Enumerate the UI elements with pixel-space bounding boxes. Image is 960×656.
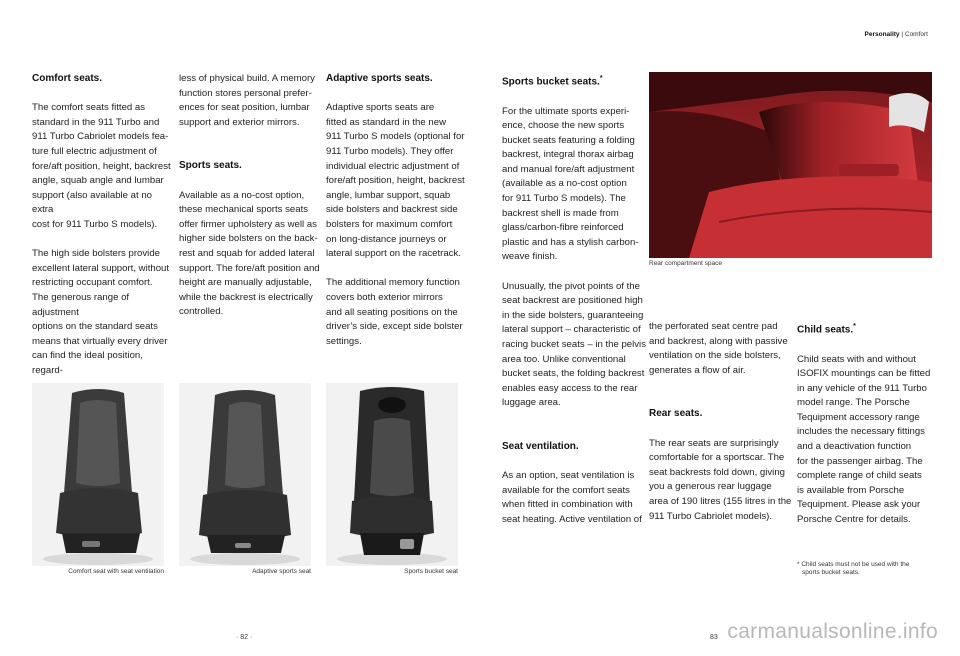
page-number-left: · 82 · xyxy=(236,634,253,641)
text-line: and all seating positions on the xyxy=(326,306,458,318)
text-line: bucket seats, the folding backrest xyxy=(502,368,645,380)
text-line: in the side bolsters, guaranteeing xyxy=(502,309,644,321)
adaptive-sports-seat-photo xyxy=(179,383,311,566)
text-line: lateral support – characteristic of xyxy=(502,324,641,336)
text-line: includes the necessary fittings xyxy=(797,426,925,438)
text-line: support (also available at no extra xyxy=(32,189,152,216)
text-line: for 911 Turbo S models). The xyxy=(502,193,626,205)
text-line: and backrest, along with passive xyxy=(649,335,788,347)
column-sports-bucket-seats xyxy=(502,72,646,528)
heading-rear-seats: Rear seats. xyxy=(649,408,703,420)
text-line: individual electric adjustment of xyxy=(326,160,460,172)
page-number-right: 83 xyxy=(710,634,718,641)
text-line: you a generous rear luggage xyxy=(649,481,772,493)
paragraph-child-seats xyxy=(797,353,932,528)
text-line: settings. xyxy=(326,335,362,347)
text-line: 911 Turbo S models (optional for xyxy=(326,131,465,143)
text-line: plastic and has a stylish carbon- xyxy=(502,236,639,248)
text-line: luggage area. xyxy=(502,397,561,409)
column-rear-seats xyxy=(649,320,793,524)
text-line: rest and squab for added lateral xyxy=(179,247,315,259)
text-line: ence, choose the new sports xyxy=(502,120,625,132)
text-line: The rear seats are surprisingly xyxy=(649,437,779,449)
text-line: means that virtually every driver xyxy=(32,335,168,347)
paragraph-bucket-1 xyxy=(502,105,646,266)
text-line: seat backrests fold down, giving xyxy=(649,466,785,478)
sports-bucket-seat-photo xyxy=(326,383,458,566)
text-line: side bolsters and backrest side xyxy=(326,204,458,216)
footnote-line-1: * Child seats must not be used with the xyxy=(797,561,910,568)
text-line: restricting occupant comfort. xyxy=(32,277,153,289)
heading-sports-seats: Sports seats. xyxy=(179,160,242,172)
text-line: controlled. xyxy=(179,306,224,318)
text-line: cost for 911 Turbo S models). xyxy=(32,218,158,230)
column-adaptive-sports-seats xyxy=(326,72,468,349)
text-line: when fitted in combination with xyxy=(502,499,633,511)
text-line: for the passenger airbag. The xyxy=(797,455,923,467)
text-line: generates a flow of air. xyxy=(649,364,746,376)
text-line: excellent lateral support, without xyxy=(32,262,170,274)
text-line: backrest, integral thorax airbag xyxy=(502,149,634,161)
text-line: fitted as standard in the new xyxy=(326,116,446,128)
paragraph-adaptive-2 xyxy=(326,276,468,349)
text-line: Tequipment accessory range xyxy=(797,411,920,423)
text-line: backrest shell is made from xyxy=(502,207,619,219)
text-line: while the backrest is electrically xyxy=(179,291,313,303)
text-line: area too. Unlike conventional xyxy=(502,353,626,365)
text-line: bolsters for maximum comfort xyxy=(326,218,453,230)
caption-bucket-seat: Sports bucket seat xyxy=(404,568,458,575)
text-line: can find the ideal position, regard- xyxy=(32,350,143,376)
paragraph-comfort-1 xyxy=(32,101,174,232)
heading-comfort-seats: Comfort seats. xyxy=(32,73,103,84)
caption-rear-compartment: Rear compartment space xyxy=(649,260,722,267)
text-line: height are manually adjustable, xyxy=(179,277,312,289)
text-line: ences for seat position, lumbar xyxy=(179,102,310,114)
text-line: options on the standard seats xyxy=(32,321,158,333)
paragraph-ventilation-2 xyxy=(649,320,793,378)
text-line: is available from Porsche xyxy=(797,484,905,496)
text-line: The high side bolsters provide xyxy=(32,248,160,260)
text-line: The additional memory function xyxy=(326,277,460,289)
text-line: and a deactivation function xyxy=(797,441,912,453)
text-line: ventilation on the side bolsters, xyxy=(649,350,781,362)
text-line: (available as a no-cost option xyxy=(502,178,627,190)
text-line: support. The fore/aft position and xyxy=(179,262,320,274)
text-line: model range. The Porsche xyxy=(797,397,910,409)
text-line: Adaptive sports seats are xyxy=(326,102,435,114)
text-line: lateral support on the racetrack. xyxy=(326,248,461,260)
paragraph-bucket-2 xyxy=(502,280,646,411)
text-line: As an option, seat ventilation is xyxy=(502,470,635,482)
text-line: Child seats with and without xyxy=(797,353,916,365)
text-line: these mechanical sports seats xyxy=(179,204,309,216)
text-line: 911 Turbo Cabriolet models fea- xyxy=(32,131,169,143)
header-topic: Comfort xyxy=(904,31,928,38)
footnote-mark: * xyxy=(853,323,856,330)
text-line: offer firmer upholstery as well as xyxy=(179,218,317,230)
header-section: Personality xyxy=(864,31,900,38)
text-line: Unusually, the pivot points of the xyxy=(502,280,640,292)
text-line: bucket seats featuring a folding xyxy=(502,134,635,146)
caption-comfort-seat: Comfort seat with seat ventilation xyxy=(68,568,164,575)
text-line: covers both exterior mirrors xyxy=(326,291,443,303)
text-line: ISOFIX mountings can be fitted xyxy=(797,368,931,380)
heading-child-seats: Child seats.* xyxy=(797,323,856,336)
text-line: on long-distance journeys or xyxy=(326,233,447,245)
text-line: ture full electric adjustment of xyxy=(32,145,157,157)
footnote xyxy=(797,561,937,576)
text-line: comfortable for a sportscar. The xyxy=(649,452,785,464)
paragraph-sports-seats xyxy=(179,189,321,320)
paragraph-adaptive-1 xyxy=(326,101,468,262)
rear-compartment-photo xyxy=(649,72,932,258)
text-line: and manual fore/aft adjustment xyxy=(502,163,635,175)
paragraph-rear-seats xyxy=(649,437,793,525)
paragraph-comfort-3 xyxy=(179,72,321,130)
text-line: glass/carbon-fibre reinforced xyxy=(502,222,624,234)
text-line: complete range of child seats xyxy=(797,470,922,482)
text-line: support and exterior mirrors. xyxy=(179,116,300,128)
text-line: seat heating. Active ventilation of xyxy=(502,513,642,525)
footnote-mark: * xyxy=(599,75,603,82)
text-line: angle, lumbar support, squab xyxy=(326,189,451,201)
column-comfort-seats xyxy=(32,72,174,378)
text-line: The comfort seats fitted as xyxy=(32,102,146,114)
text-line: Available as a no-cost option, xyxy=(179,189,305,201)
text-line: racing bucket seats – in the pelvis xyxy=(502,339,646,351)
footnote-line-2: sports bucket seats. xyxy=(802,568,860,576)
text-line: Tequipment. Please ask your xyxy=(797,499,921,511)
text-line: function stores personal prefer- xyxy=(179,87,312,99)
text-line: standard in the 911 Turbo and xyxy=(32,116,160,128)
header-separator: | xyxy=(901,31,904,38)
watermark: carmanualsonline.info xyxy=(727,620,938,643)
column-sports-seats xyxy=(179,72,321,320)
text-line: the perforated seat centre pad xyxy=(649,321,778,332)
column-child-seats xyxy=(797,320,932,528)
running-header xyxy=(865,31,929,38)
text-line: enables easy access to the rear xyxy=(502,382,638,394)
text-line: driver’s side, except side bolster xyxy=(326,321,463,333)
text-line: 911 Turbo Cabriolet models). xyxy=(649,510,773,522)
text-line: 911 Turbo models). They offer xyxy=(326,145,454,157)
text-line: less of physical build. A memory xyxy=(179,73,315,84)
text-line: angle, squab angle and lumbar xyxy=(32,175,164,187)
text-line: in any vehicle of the 911 Turbo xyxy=(797,382,927,394)
text-line: fore/aft position, height, backrest xyxy=(326,175,465,187)
heading-seat-ventilation: Seat ventilation. xyxy=(502,440,579,452)
comfort-seat-photo xyxy=(32,383,164,566)
text-line: higher side bolsters on the back- xyxy=(179,233,318,245)
text-line: weave finish. xyxy=(502,251,558,263)
text-line: available for the comfort seats xyxy=(502,484,630,496)
text-line: area of 190 litres (155 litres in the xyxy=(649,495,792,507)
heading-sports-bucket-seats: Sports bucket seats.* xyxy=(502,75,603,88)
text-line: Porsche Centre for details. xyxy=(797,514,911,526)
text-line: seat backrest are positioned high xyxy=(502,295,643,307)
paragraph-ventilation-1 xyxy=(502,469,646,527)
text-line: The generous range of adjustment xyxy=(32,291,130,318)
paragraph-comfort-2 xyxy=(32,247,174,378)
heading-adaptive-sports-seats: Adaptive sports seats. xyxy=(326,73,433,84)
text-line: For the ultimate sports experi- xyxy=(502,105,630,117)
caption-adaptive-seat: Adaptive sports seat xyxy=(252,568,311,575)
text-line: fore/aft position, height, backrest xyxy=(32,160,171,172)
